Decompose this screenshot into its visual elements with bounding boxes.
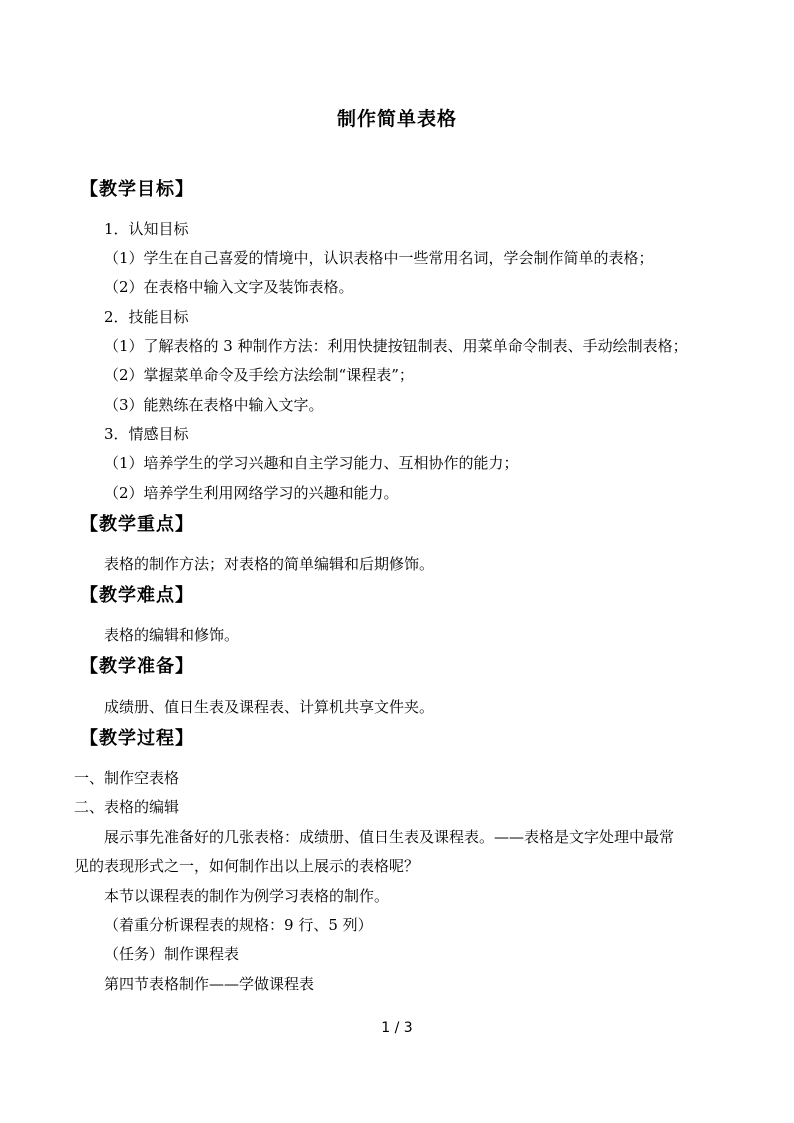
difficulties-heading: 【教学难点】 — [80, 585, 194, 606]
process-step-2: 二、表格的编辑 — [74, 798, 180, 816]
page-number: 1 / 3 — [381, 1020, 413, 1036]
skill-objective-label: 2．技能目标 — [104, 308, 189, 326]
process-heading: 【教学过程】 — [80, 728, 194, 749]
skill-item-2: （2）掌握菜单命令及手绘方法绘制“课程表”； — [104, 366, 414, 384]
affective-item-1: （1）培养学生的学习兴趣和自主学习能力、互相协作的能力； — [104, 454, 519, 472]
process-line-4: 第四节表格制作——学做课程表 — [104, 975, 315, 993]
process-line-1: 本节以课程表的制作为例学习表格的制作。 — [104, 887, 390, 905]
key-points-heading: 【教学重点】 — [80, 514, 194, 535]
process-step-1: 一、制作空表格 — [74, 769, 180, 787]
skill-item-1: （1）了解表格的 3 种制作方法：利用快捷按钮制表、用菜单命令制表、手动绘制表格； — [104, 337, 688, 355]
skill-item-3: （3）能熟练在表格中输入文字。 — [104, 396, 324, 414]
preparation-text: 成绩册、值日生表及课程表、计算机共享文件夹。 — [104, 698, 435, 716]
process-paragraph-line-2: 见的表现形式之一，如何制作出以上展示的表格呢？ — [74, 857, 420, 875]
affective-item-2: （2）培养学生利用网络学习的兴趣和能力。 — [104, 484, 399, 502]
cognitive-objective-label: 1．认知目标 — [104, 220, 189, 238]
process-line-2: （着重分析课程表的规格：9 行、5 列） — [104, 916, 373, 934]
objectives-heading: 【教学目标】 — [80, 179, 194, 200]
key-points-text: 表格的制作方法；对表格的简单编辑和后期修饰。 — [104, 555, 435, 573]
difficulties-text: 表格的编辑和修饰。 — [104, 626, 240, 644]
process-paragraph-line-1: 展示事先准备好的几张表格：成绩册、值日生表及课程表。——表格是文字处理中最常 — [104, 828, 675, 846]
affective-objective-label: 3．情感目标 — [104, 425, 189, 443]
cognitive-item-1: （1）学生在自己喜爱的情境中，认识表格中一些常用名词，学会制作简单的表格； — [104, 249, 654, 267]
preparation-heading: 【教学准备】 — [80, 656, 194, 677]
cognitive-item-2: （2）在表格中输入文字及装饰表格。 — [104, 278, 354, 296]
process-line-3: （任务）制作课程表 — [104, 945, 240, 963]
document-title: 制作简单表格 — [336, 108, 457, 130]
